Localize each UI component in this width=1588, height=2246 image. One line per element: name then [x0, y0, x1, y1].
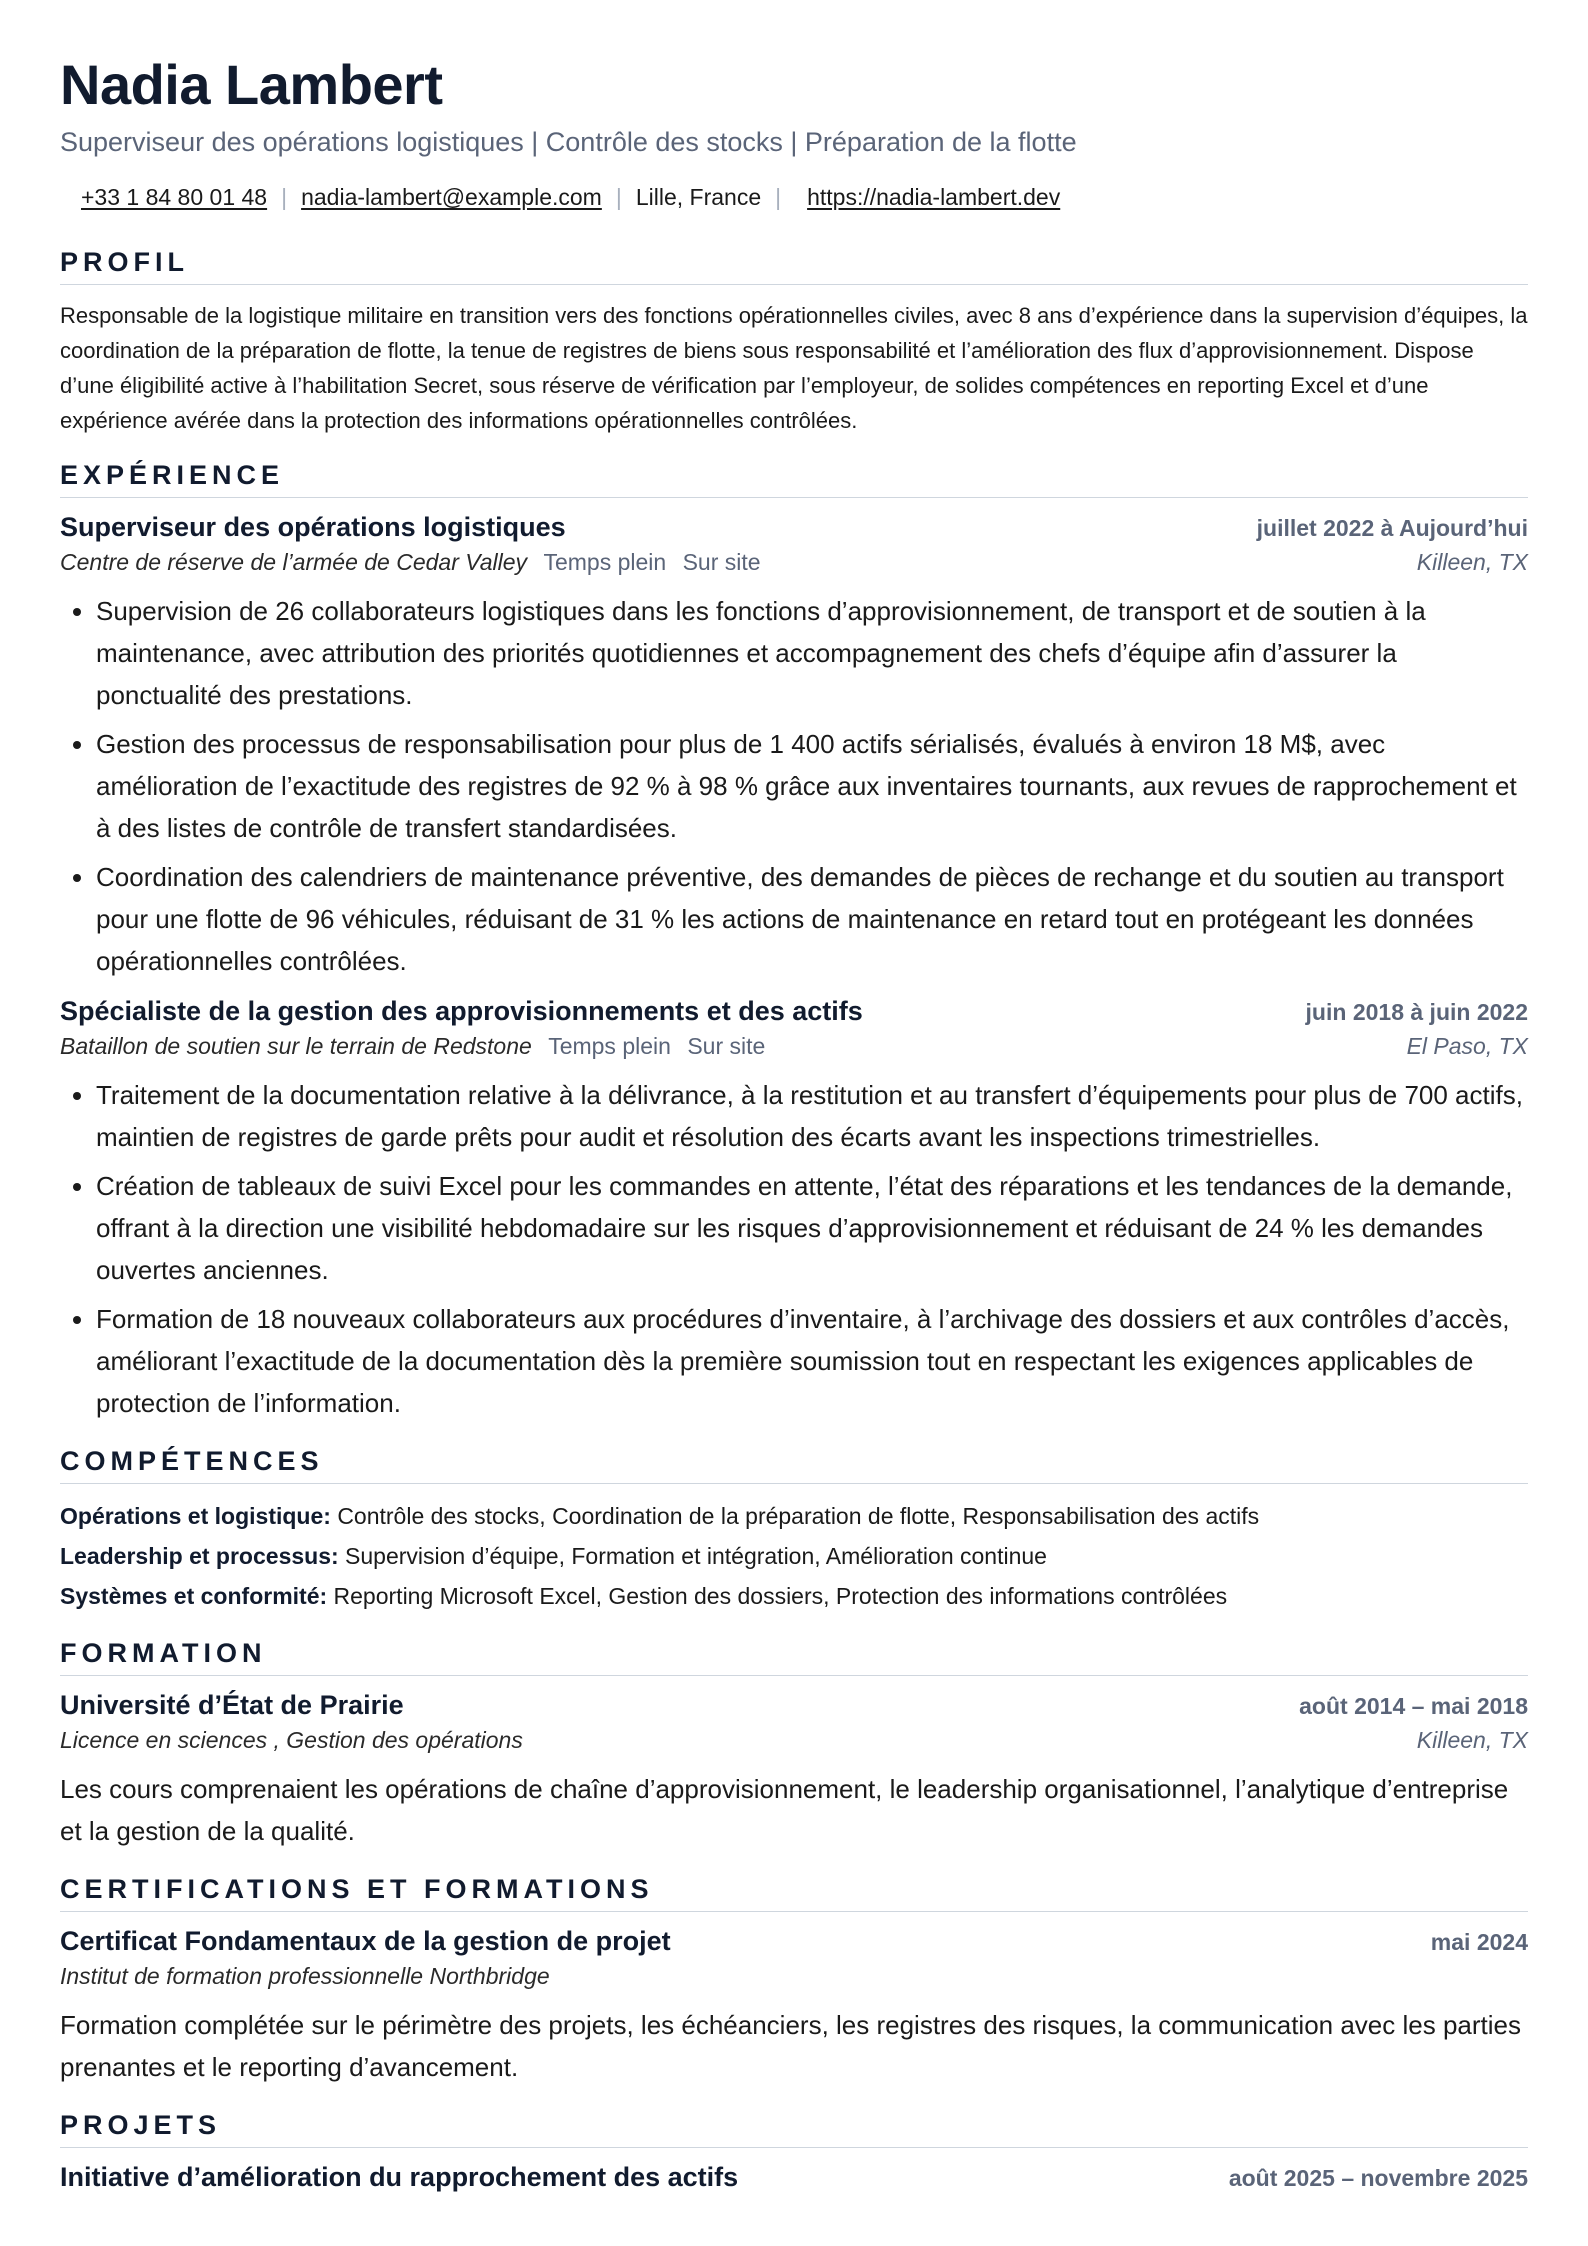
candidate-name: Nadia Lambert — [60, 53, 443, 116]
list-item: • Formation de 18 nouveaux collaborateurs aux procédures d’inventaire, à l’archivage des dossiers et aux contrôles d’accès, améliorant l’exactitude de la documentation dès la première soumission tout en respectant les exigences applicables de protection de l’information. — [96, 1298, 1528, 1424]
job-mode: Sur site — [682, 548, 761, 575]
skill-group-label: Opérations et logistique: — [60, 1502, 331, 1529]
skill-group-items: Reporting Microsoft Excel, Gestion des dossiers, Protection des informations contrôlées — [333, 1582, 1228, 1609]
section-title-certifications: CERTIFICATIONS ET FORMATIONS — [60, 1874, 1528, 1912]
project-dates: août 2025 – novembre 2025 — [1228, 2164, 1528, 2191]
project-entry — [60, 2162, 1528, 2193]
experience-entry — [60, 512, 1528, 982]
certification-name: Certificat Fondamentaux de la gestion de projet — [60, 1925, 671, 1956]
certification-issuer: Institut de formation professionnelle Northbridge — [60, 1962, 550, 1989]
education-dates: août 2014 – mai 2018 — [1299, 1692, 1528, 1719]
skill-group-label: Systèmes et conformité: — [60, 1582, 328, 1609]
job-location: Killeen, TX — [1416, 548, 1528, 575]
section-title-education: FORMATION — [60, 1638, 1528, 1676]
skill-group-items: Supervision d’équipe, Formation et intégration, Amélioration continue — [345, 1542, 1047, 1569]
job-bullets — [60, 590, 1528, 982]
skill-group — [60, 1536, 1528, 1576]
job-title: Spécialiste de la gestion des approvisionnements et des actifs — [60, 995, 863, 1026]
skill-group-label: Leadership et processus: — [60, 1542, 339, 1569]
degree: Licence en sciences , Gestion des opérations — [60, 1726, 523, 1753]
job-organization: Centre de réserve de l’armée de Cedar Valley — [60, 548, 528, 575]
skill-group — [60, 1496, 1528, 1536]
contact-bar — [60, 184, 1528, 211]
headline: Superviseur des opérations logistiques | Contrôle des stocks | Préparation de la flotte — [60, 126, 1077, 157]
job-location: El Paso, TX — [1406, 1032, 1528, 1059]
list-item: • Coordination des calendriers de maintenance préventive, des demandes de pièces de rechange et du soutien au transport pour une flotte de 96 véhicules, réduisant de 31 % les actions de maintenance en retard tout en protégeant les données opérationnelles contrôlées. — [96, 856, 1528, 982]
skill-group — [60, 1576, 1528, 1616]
list-item: • Création de tableaux de suivi Excel pour les commandes en attente, l’état des réparations et les tendances de la demande, offrant à la direction une visibilité hebdomadaire sur les risques d’approvisionnement et réduisant de 24 % les demandes ouvertes anciennes. — [96, 1165, 1528, 1291]
phone-link[interactable]: +33 1 84 80 01 48 — [81, 183, 268, 210]
contact-separator: | — [615, 183, 622, 210]
job-mode: Sur site — [687, 1032, 766, 1059]
certification-date: mai 2024 — [1430, 1928, 1528, 1955]
job-title: Superviseur des opérations logistiques — [60, 511, 566, 542]
experience-entry — [60, 996, 1528, 1424]
job-type: Temps plein — [543, 548, 667, 575]
job-bullets — [60, 1074, 1528, 1424]
email-link[interactable]: nadia-lambert@example.com — [301, 183, 602, 210]
project-name: Initiative d’amélioration du rapprochement des actifs — [60, 2161, 739, 2192]
skills-list — [60, 1496, 1528, 1616]
school-name: Université d’État de Prairie — [60, 1689, 404, 1720]
section-title-experience: EXPÉRIENCE — [60, 460, 1528, 498]
list-item: • Traitement de la documentation relative à la délivrance, à la restitution et au transfert d’équipements pour plus de 700 actifs, maintien de registres de garde prêts pour audit et résolution des écarts avant les inspections trimestrielles. — [96, 1074, 1528, 1158]
website-link[interactable]: https://nadia-lambert.dev — [807, 183, 1061, 210]
profile-summary: Responsable de la logistique militaire en transition vers des fonctions opérationnelles civiles, avec 8 ans d’expérience dans la supervision d’équipes, la coordination de la préparation de flotte, la tenue de registres de biens sous responsabilité et l’amélioration des flux d’approvisionnement. Dispose d’une éligibilité active à l’habilitation Secret, sous réserve de vérification par l’employeur, de solides compétences en reporting Excel et d’une expérience avérée dans la protection des informations opérationnelles contrôlées. — [60, 302, 1528, 433]
certification-entry — [60, 1926, 1528, 2088]
education-description: Les cours comprenaient les opérations de chaîne d’approvisionnement, le leadership organisationnel, l’analytique d’entreprise et la gestion de la qualité. — [60, 1773, 1509, 1846]
job-dates: juin 2018 à juin 2022 — [1305, 998, 1528, 1025]
job-dates: juillet 2022 à Aujourd’hui — [1256, 514, 1528, 541]
job-type: Temps plein — [548, 1032, 671, 1059]
education-location: Killeen, TX — [1416, 1726, 1528, 1753]
section-title-skills: COMPÉTENCES — [60, 1446, 1528, 1484]
section-title-projects: PROJETS — [60, 2110, 1528, 2148]
list-item: • Gestion des processus de responsabilisation pour plus de 1 400 actifs sérialisés, évalués à environ 18 M$, avec amélioration de l’exactitude des registres de 92 % à 98 % grâce aux inventaires tournants, aux revues de rapprochement et à des listes de contrôle de transfert standardisées. — [96, 723, 1528, 849]
location-text: Lille, France — [635, 183, 762, 210]
list-item: • Supervision de 26 collaborateurs logistiques dans les fonctions d’approvisionnement, de transport et de soutien à la maintenance, avec attribution des priorités quotidiennes et accompagnement des chefs d’équipe afin d’assurer la ponctualité des prestations. — [96, 590, 1528, 716]
education-entry — [60, 1690, 1528, 1852]
section-title-profile: PROFIL — [60, 247, 1528, 285]
certification-description: Formation complétée sur le périmètre des projets, les échéanciers, les registres des risques, la communication avec les parties prenantes et le reporting d’avancement. — [60, 2009, 1521, 2082]
job-organization: Bataillon de soutien sur le terrain de Redstone — [60, 1032, 532, 1059]
contact-separator: | — [775, 183, 782, 210]
contact-separator: | — [281, 183, 288, 210]
skill-group-items: Contrôle des stocks, Coordination de la préparation de flotte, Responsabilisation des actifs — [337, 1502, 1260, 1529]
